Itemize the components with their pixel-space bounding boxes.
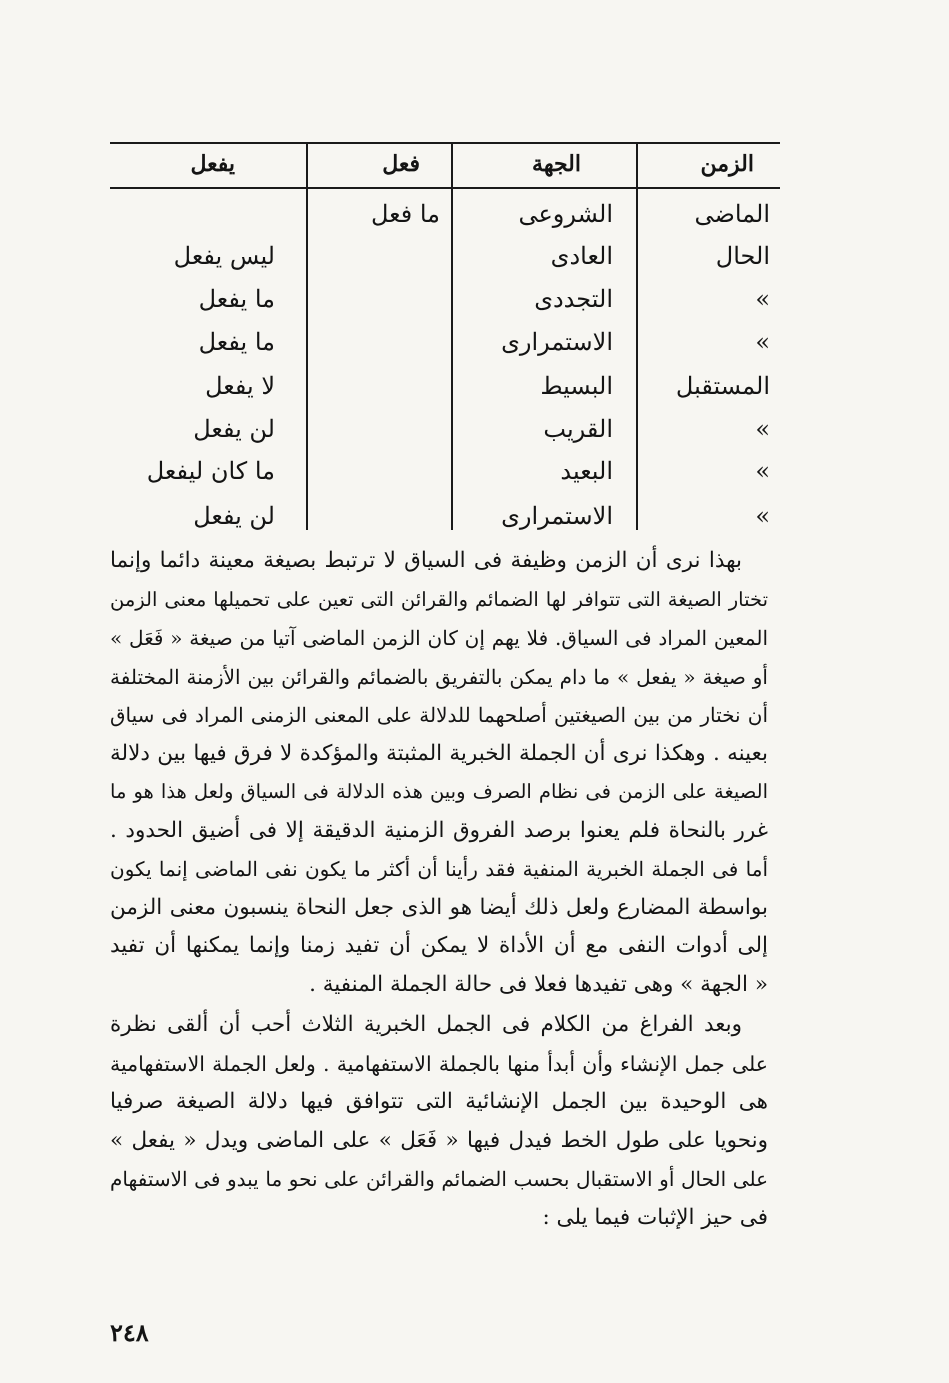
cell-time: » [755, 328, 770, 356]
table-header-row [110, 144, 780, 184]
paragraph [110, 542, 768, 1004]
cell-aspect: العادى [550, 242, 613, 270]
cell-aspect: البسيط [540, 372, 613, 400]
cell-faal [310, 366, 450, 406]
cell-yafal [115, 194, 305, 234]
table-row [110, 279, 780, 319]
text-line: أما فى الجملة الخبرية المنفية فقد رأينا أن أكثر ما يكون نفى الماضى إنما يكون [110, 857, 768, 881]
cell-faal [310, 451, 450, 491]
body-text [110, 542, 768, 1237]
text-line: على الحال أو الاستقبال بحسب الضمائم والقرائن على نحو ما يبدو فى الاستفهام [110, 1167, 768, 1191]
cell-faal [310, 279, 450, 319]
cell-yafal: ليس يفعل [173, 242, 275, 270]
cell-time: الحال [715, 242, 770, 270]
cell-yafal: ما كان ليفعل [146, 457, 275, 485]
table-row [110, 236, 780, 276]
header-yafal: يفعل [190, 151, 235, 177]
table-header-rule [110, 187, 780, 189]
table-row [110, 322, 780, 362]
text-line: غرر بالنحاة فلم يعنوا برصد الفروق الزمنية الدقيقة إلا فى أضيق الحدود . [110, 817, 768, 843]
table-row [110, 451, 780, 491]
header-time: الزمن [700, 151, 754, 177]
cell-time: » [755, 415, 770, 443]
cell-yafal: لن يفعل [193, 415, 275, 443]
cell-time: » [755, 502, 770, 530]
text-line: تختار الصيغة التى تتوافر لها الضمائم والقرائن التى تعين على تحميلها معنى الزمن [110, 587, 768, 611]
text-line: هى الوحيدة بين الجمل الإنشائية التى تتوافق فيها دلالة الصيغة صرفيا [110, 1089, 768, 1114]
text-line: أو صيغة « يفعل » ما دام يمكن بالتفريق بالضمائم والقرائن بين الأزمنة المختلفة [110, 664, 768, 689]
text-line: فى حيز الإثبات فيما يلى : [542, 1204, 768, 1230]
cell-faal: ما فعل [370, 200, 440, 228]
text-line: ونحويا على طول الخط فيدل فيها « فَعَل » على الماضى ويدل « يفعل » [110, 1127, 768, 1153]
cell-aspect: القريب [543, 415, 613, 443]
header-faal: فعل [382, 151, 420, 177]
cell-yafal: لا يفعل [205, 372, 275, 400]
text-line: بهذا نرى أن الزمن وظيفة فى السياق لا ترتبط بصيغة معينة دائما وإنما [110, 548, 742, 573]
table-row [110, 496, 780, 536]
table-row [110, 409, 780, 449]
cell-faal [310, 322, 450, 362]
cell-yafal: ما يفعل [198, 285, 275, 313]
page-number: ٢٤٨ [110, 1318, 149, 1347]
cell-yafal: لن يفعل [193, 502, 275, 530]
header-aspect: الجهة [532, 151, 581, 177]
cell-time: » [755, 457, 770, 485]
cell-aspect: الشروعى [518, 200, 613, 228]
cell-aspect: الاستمرارى [501, 502, 613, 530]
text-line: بعينه . وهكذا نرى أن الجملة الخبرية المثبتة والمؤكدة لا فرق فيها بين دلالة [110, 740, 768, 766]
cell-faal [310, 409, 450, 449]
table-row [110, 194, 780, 234]
cell-aspect: البعيد [560, 457, 613, 485]
cell-aspect: التجددى [534, 285, 613, 313]
text-line: أن نختار من بين الصيغتين أصلحهما للدلالة على المعنى الزمنى المراد فى سياق [110, 703, 768, 727]
table-row [110, 366, 780, 406]
cell-yafal: ما يفعل [198, 328, 275, 356]
cell-faal [310, 496, 450, 536]
text-line: المعين المراد فى السياق. فلا يهم إن كان الزمن الماضى آتيا من صيغة « فَعَل » [110, 626, 768, 650]
text-line: بواسطة المضارع ولعل ذلك أيضا هو الذى جعل النحاة ينسبون معنى الزمن [110, 894, 768, 920]
cell-time: المستقبل [675, 372, 770, 400]
text-line: إلى أدوات النفى مع أن الأداة لا يمكن أن تفيد زمنا وإنما يمكنها أن تفيد [110, 933, 768, 958]
text-line: الصيغة على الزمن فى نظام الصرف وبين هذه الدلالة فى السياق ولعل هذا هو ما [110, 780, 768, 803]
cell-aspect: الاستمرارى [501, 328, 613, 356]
cell-time: » [755, 285, 770, 313]
cell-time: الماضى [694, 200, 770, 228]
cell-faal [310, 236, 450, 276]
text-line: « الجهة » وهى تفيدها فعلا فى حالة الجملة المنفية . [309, 971, 768, 997]
text-line: على جمل الإنشاء وأن أبدأ منها بالجملة الاستفهامية . ولعل الجملة الاستفهامية [110, 1051, 768, 1076]
paragraph [110, 1006, 768, 1237]
text-line: وبعد الفراغ من الكلام فى الجمل الخبرية الثلاث أحب أن ألقى نظرة [110, 1012, 742, 1037]
